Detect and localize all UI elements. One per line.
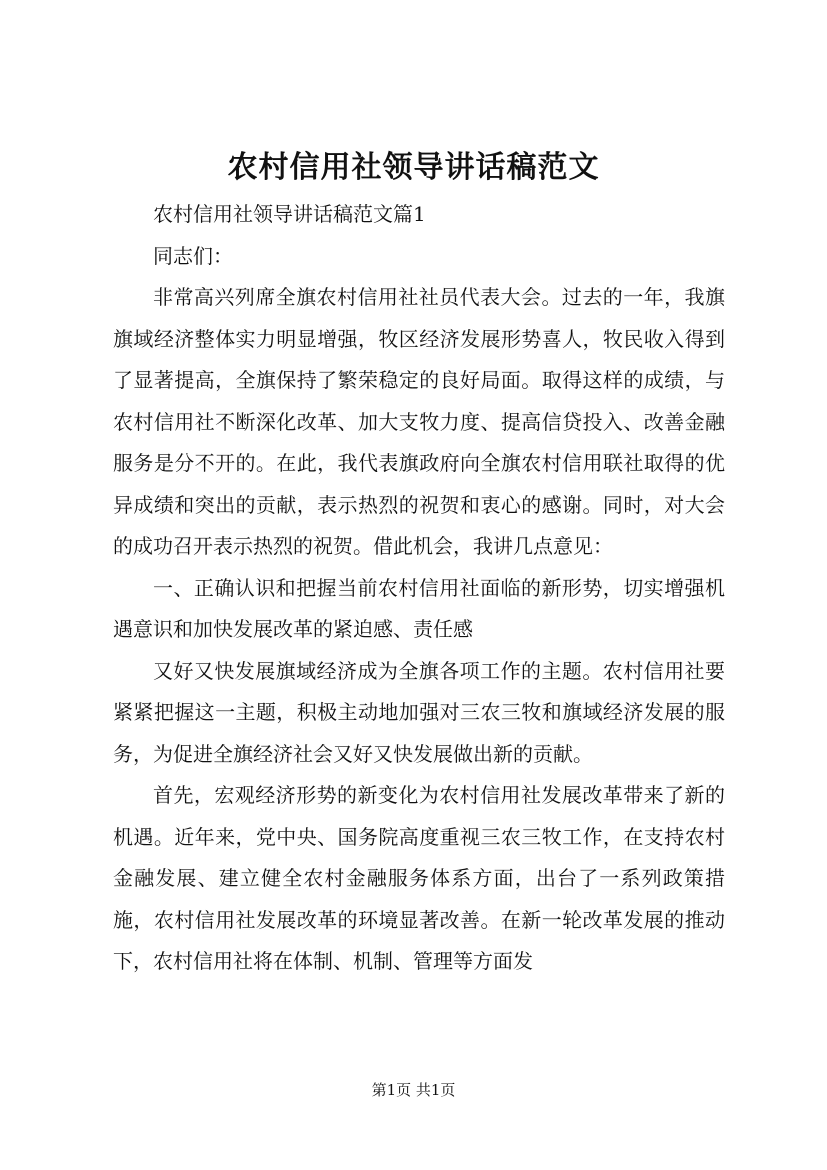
section-heading: 一、正确认识和把握当前农村信用社面临的新形势，切实增强机遇意识和加快发展改革的紧迫感、责任感 [113,575,725,641]
document-body [113,194,725,983]
body-paragraph: 首先，宏观经济形势的新变化为农村信用社发展改革带来了新的机遇。近年来，党中央、国务院高度重视三农三牧工作，在支持农村金融发展、建立健全农村金融服务体系方面，出台了一系列政策措施，农村信用社发展改革的环境显著改善。在新一轮改革发展的推动下，农村信用社将在体制、机制、管理等方面发 [113,783,725,973]
subtitle-line: 农村信用社领导讲话稿范文篇1 [153,202,426,226]
salutation-line: 同志们： [153,243,233,268]
body-paragraph: 非常高兴列席全旗农村信用社社员代表大会。过去的一年，我旗旗域经济整体实力明显增强，牧区经济发展形势喜人，牧民收入得到了显著提高，全旗保持了繁荣稳定的良好局面。取得这样的成绩，与农村信用社不断深化改革、加大支牧力度、提高信贷投入、改善金融服务是分不开的。在此，我代表旗政府向全旗农村信用联社取得的优异成绩和突出的贡献，表示热烈的祝贺和衷心的感谢。同时，对大会的成功召开表示热烈的祝贺。借此机会，我讲几点意见： [113,285,725,558]
document-title: 农村信用社领导讲话稿范文 [227,150,600,185]
body-paragraph: 又好又快发展旗域经济成为全旗各项工作的主题。农村信用社要紧紧把握这一主题，积极主动地加强对三农三牧和旗域经济发展的服务，为促进全旗经济社会又好又快发展做出新的贡献。 [113,658,725,766]
page-number-footer: 第1页 共1页 [371,1081,456,1099]
